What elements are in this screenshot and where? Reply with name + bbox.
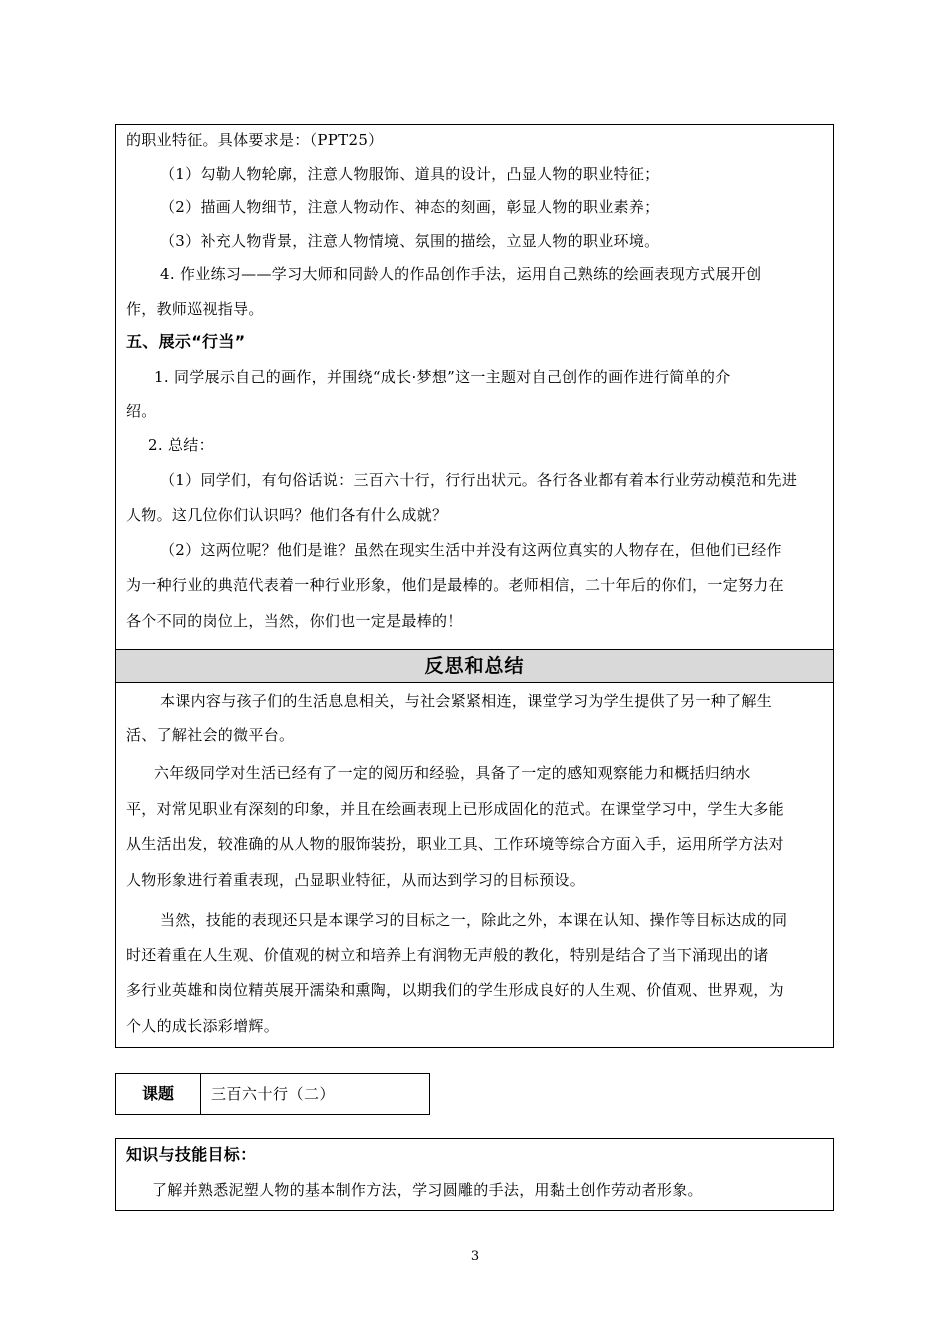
goals-table — [115, 1138, 834, 1211]
text-line: 4. 作业练习——学习大师和同龄人的作品创作手法，运用自己熟练的绘画表现方式展开创 — [160, 265, 762, 283]
goals-heading: 知识与技能目标： — [126, 1145, 257, 1164]
text-line: 六年级同学对生活已经有了一定的阅历和经验，具备了一定的感知观察能力和概括归纳水 — [154, 764, 751, 782]
text-line: 为一种行业的典范代表着一种行业形象，他们是最棒的。老师相信，二十年后的你们，一定努力在 — [126, 576, 784, 594]
page-number: 3 — [470, 1249, 480, 1264]
text-line: （1）同学们，有句俗话说：三百六十行，行行出状元。各行各业都有着本行业劳动模范和先进 — [160, 471, 798, 489]
text-line: 人物。这几位你们认识吗？他们各有什么成就？ — [126, 506, 448, 524]
text-line: 多行业英雄和岗位精英展开濡染和熏陶，以期我们的学生形成良好的人生观、价值观、世界观，为 — [126, 981, 784, 999]
text-line: 活、了解社会的微平台。 — [126, 726, 295, 744]
lesson-content-table — [115, 124, 834, 1048]
text-line: 时还着重在人生观、价值观的树立和培养上有润物无声般的教化，特别是结合了当下涌现出的诸 — [126, 946, 769, 964]
text-line: 平，对常见职业有深刻的印象，并且在绘画表现上已形成固化的范式。在课堂学习中，学生大多能 — [126, 800, 784, 818]
section-heading: 五、展示“行当” — [126, 332, 246, 351]
text-line: 绍。 — [126, 402, 157, 420]
topic-table — [115, 1073, 430, 1115]
text-line: 当然，技能的表现还只是本课学习的目标之一，除此之外，本课在认知、操作等目标达成的同 — [160, 911, 788, 929]
topic-label: 课题 — [116, 1074, 201, 1114]
text-line: 2. 总结： — [148, 436, 214, 454]
text-line: （2）描画人物细节，注意人物动作、神态的刻画，彰显人物的职业素养； — [160, 198, 660, 216]
goals-text: 了解并熟悉泥塑人物的基本制作方法，学习圆雕的手法，用黏土创作劳动者形象。 — [152, 1181, 703, 1199]
text-line: 1. 同学展示自己的画作，并围绕“成长·梦想”这一主题对自己创作的画作进行简单的介 — [154, 368, 731, 386]
text-line: 个人的成长添彩增辉。 — [126, 1017, 280, 1035]
text-line: （3）补充人物背景，注意人物情境、氛围的描绘，立显人物的职业环境。 — [160, 232, 660, 250]
text-line: 本课内容与孩子们的生活息息相关，与社会紧紧相连，课堂学习为学生提供了另一种了解生 — [160, 692, 773, 710]
text-line: （2）这两位呢？他们是谁？虽然在现实生活中并没有这两位真实的人物存在，但他们已经作 — [160, 541, 782, 559]
text-line: 作，教师巡视指导。 — [126, 300, 264, 318]
text-line: 人物形象进行着重表现，凸显职业特征，从而达到学习的目标预设。 — [126, 871, 586, 889]
text-line: （1）勾勒人物轮廓，注意人物服饰、道具的设计，凸显人物的职业特征； — [160, 165, 660, 183]
text-line: 的职业特征。具体要求是：（PPT25） — [126, 131, 384, 149]
text-line: 从生活出发，较准确的从人物的服饰装扮，职业工具、工作环境等综合方面入手，运用所学方法对 — [126, 835, 784, 853]
text-line: 各个不同的岗位上，当然，你们也一定是最棒的！ — [126, 612, 463, 630]
reflection-title-bar: 反思和总结 — [116, 649, 833, 683]
topic-value: 三百六十行（二） — [211, 1085, 336, 1103]
